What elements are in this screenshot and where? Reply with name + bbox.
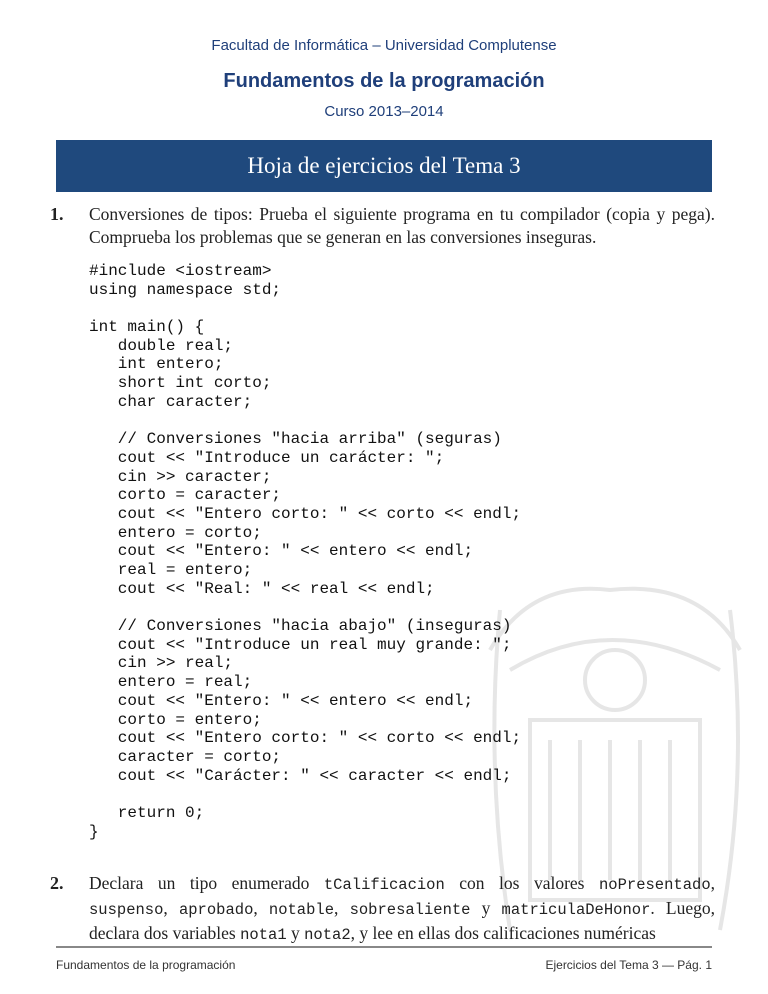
code-line xyxy=(89,412,521,431)
code-line: double real; xyxy=(89,336,234,355)
code-line: } xyxy=(89,822,99,841)
code-line: int entero; xyxy=(89,355,224,374)
footer-page: Ejercicios del Tema 3 — Pág. 1 xyxy=(545,958,712,972)
inline-code: aprobado xyxy=(178,901,254,919)
code-line: cout << "Entero: " << entero << endl; xyxy=(89,542,474,561)
code-line: cin >> real; xyxy=(89,654,234,673)
code-line: cout << "Introduce un real muy grande: "; xyxy=(89,635,512,654)
text-segment: Declara un tipo enumerado xyxy=(89,873,324,893)
inline-code: notable xyxy=(268,901,335,919)
code-line: cout << "Entero corto: " << corto << endl; xyxy=(89,729,522,748)
text-segment: , xyxy=(163,898,179,918)
code-line: return 0; xyxy=(89,803,205,822)
inline-code: tCalificacion xyxy=(323,876,445,894)
code-line: // Conversiones "hacia arriba" (seguras) xyxy=(89,430,502,449)
text-segment: y xyxy=(470,898,502,918)
code-line xyxy=(89,785,521,804)
code-listing xyxy=(89,262,521,841)
exercise-2-text xyxy=(89,872,715,947)
inline-code: nota1 xyxy=(240,926,287,944)
code-line: char caracter; xyxy=(89,392,253,411)
code-line: cout << "Entero: " << entero << endl; xyxy=(89,691,474,710)
text-segment: con los valores xyxy=(444,873,599,893)
code-line: corto = entero; xyxy=(89,710,262,729)
code-line: real = entero; xyxy=(89,561,253,579)
faculty-line: Facultad de Informática – Universidad Complutense xyxy=(211,37,557,54)
footer-divider xyxy=(56,946,712,948)
document-title: Fundamentos de la programación xyxy=(223,70,545,92)
exercise-1-text: Conversiones de tipos: Prueba el siguiente programa en tu compilador (copia y pega). Comprueba los problemas que se generan en las conversiones inseguras. xyxy=(89,204,715,247)
course-line: Curso 2013–2014 xyxy=(324,103,444,120)
text-segment: y xyxy=(286,923,305,943)
exercise-2-number: 2. xyxy=(50,873,64,893)
text-segment: . Luego, declara dos variables xyxy=(89,898,715,943)
inline-code: noPresentado xyxy=(599,876,711,894)
inline-code: matriculaDeHonor xyxy=(501,901,651,919)
code-line: entero = corto; xyxy=(89,523,262,542)
code-line: #include <iostream> xyxy=(89,262,272,280)
footer-left: Fundamentos de la programación xyxy=(56,958,236,972)
code-line: cin >> caracter; xyxy=(89,467,272,486)
code-line: entero = real; xyxy=(89,673,253,692)
text-segment: , y lee en ellas dos calificaciones numéricas xyxy=(350,923,656,943)
inline-code: nota2 xyxy=(304,926,351,944)
code-line: caracter = corto; xyxy=(89,747,282,766)
text-segment: , xyxy=(253,898,269,918)
code-line: cout << "Introduce un carácter: "; xyxy=(89,448,445,467)
code-line: cout << "Entero corto: " << corto << endl; xyxy=(89,504,522,523)
code-line xyxy=(89,598,521,617)
code-line xyxy=(89,299,521,318)
code-line: using namespace std; xyxy=(89,280,282,299)
code-line: short int corto; xyxy=(89,374,272,393)
section-banner: Hoja de ejercicios del Tema 3 xyxy=(56,140,712,192)
text-segment: , xyxy=(334,898,350,918)
code-line: corto = caracter; xyxy=(89,486,282,505)
code-line: cout << "Carácter: " << caracter << endl; xyxy=(89,766,512,785)
inline-code: sobresaliente xyxy=(349,901,471,919)
code-line: cout << "Real: " << real << endl; xyxy=(89,579,435,598)
exercise-1-number: 1. xyxy=(50,204,64,224)
text-segment: , xyxy=(710,873,715,893)
code-line: // Conversiones "hacia abajo" (inseguras) xyxy=(89,617,512,636)
code-line: int main() { xyxy=(89,318,205,337)
inline-code: suspenso xyxy=(89,901,164,919)
